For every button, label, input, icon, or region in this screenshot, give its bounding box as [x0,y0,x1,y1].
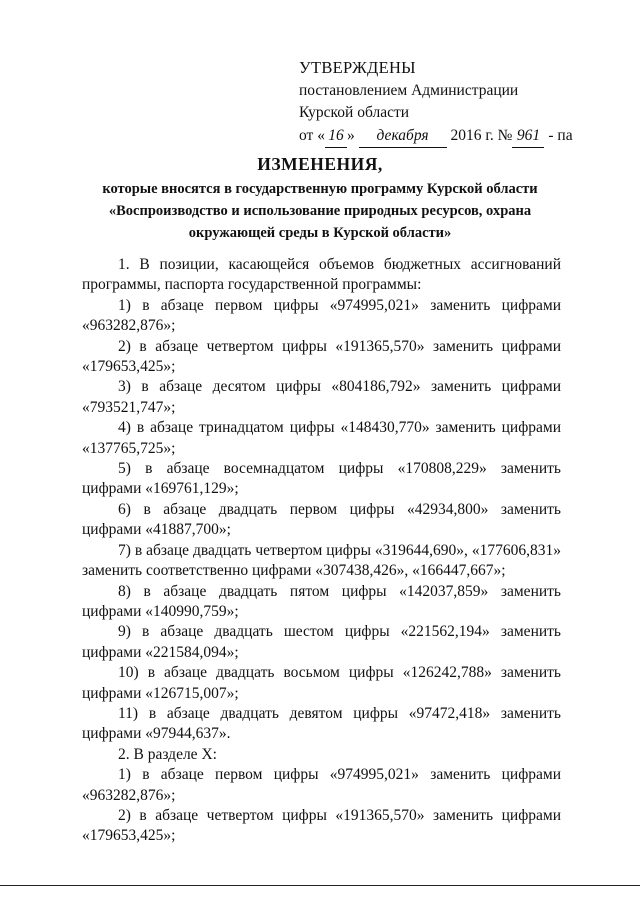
paragraph: 6) в абзаце двадцать первом цифры «42934,800» заменить цифрами «41887,700»; [82,500,561,539]
paragraph: 1) в абзаце первом цифры «974995,021» заменить цифрами «963282,876»; [82,296,561,335]
paragraph: 8) в абзаце двадцать пятом цифры «142037,859» заменить цифрами «140990,759»; [82,582,561,620]
document-subtitle: которые вносятся в государственную программу Курской области «Воспроизводство и использование природных ресурсов, охрана окружающей среды в Курской области» [102,181,538,241]
paragraph: 2. В разделе X: [118,745,217,763]
date-prefix: от « [299,126,325,144]
document-title: ИЗМЕНЕНИЯ, [257,154,383,174]
approval-line-2: Курской области [299,104,410,121]
decree-number: 961 [512,125,544,149]
approval-date-line [299,125,589,149]
approval-stamp [299,57,589,148]
paragraph: 5) в абзаце восемнадцатом цифры «170808,229» заменить цифрами «169761,129»; [82,460,561,498]
date-day: 16 [325,125,347,149]
paragraph: 11) в абзаце двадцать девятом цифры «97472,418» заменить цифрами «97944,637». [82,704,561,743]
paragraph: 7) в абзаце двадцать четвертом цифры «319644,690», «177606,831» заменить соответственно цифрами «307438,426», «166447,667»; [82,541,561,580]
paragraph: 2) в абзаце четвертом цифры «191365,570» заменить цифрами «179653,425»; [82,806,561,845]
paragraph: 10) в абзаце двадцать восьмом цифры «126242,788» заменить цифрами «126715,007»; [82,664,561,702]
approval-line-1: постановлением Администрации [299,81,519,99]
paragraph: 4) в абзаце тринадцатом цифры «148430,770» заменить цифрами «137765,725»; [82,419,561,457]
date-year: 2016 г. № [450,126,513,144]
paragraph: 9) в абзаце двадцать шестом цифры «221562,194» заменить цифрами «221584,094»; [82,623,561,661]
date-mid: » [346,126,355,144]
date-month: декабря [359,125,447,149]
paragraph: 3) в абзаце десятом цифры «804186,792» заменить цифрами «793521,747»; [82,378,561,416]
document-body [82,255,561,847]
paragraph: 1. В позиции, касающейся объемов бюджетных ассигнований программы, паспорта государственной программы: [82,256,561,294]
paragraph: 1) в абзаце первом цифры «974995,021» заменить цифрами «963282,876»; [82,766,561,804]
paragraph: 2) в абзаце четвертом цифры «191365,570» заменить цифрами «179653,425»; [82,337,561,376]
document-title-block [80,152,560,244]
scan-edge-line [0,885,640,886]
approval-heading: УТВЕРЖДЕНЫ [299,58,416,77]
decree-suffix: - па [548,126,573,144]
